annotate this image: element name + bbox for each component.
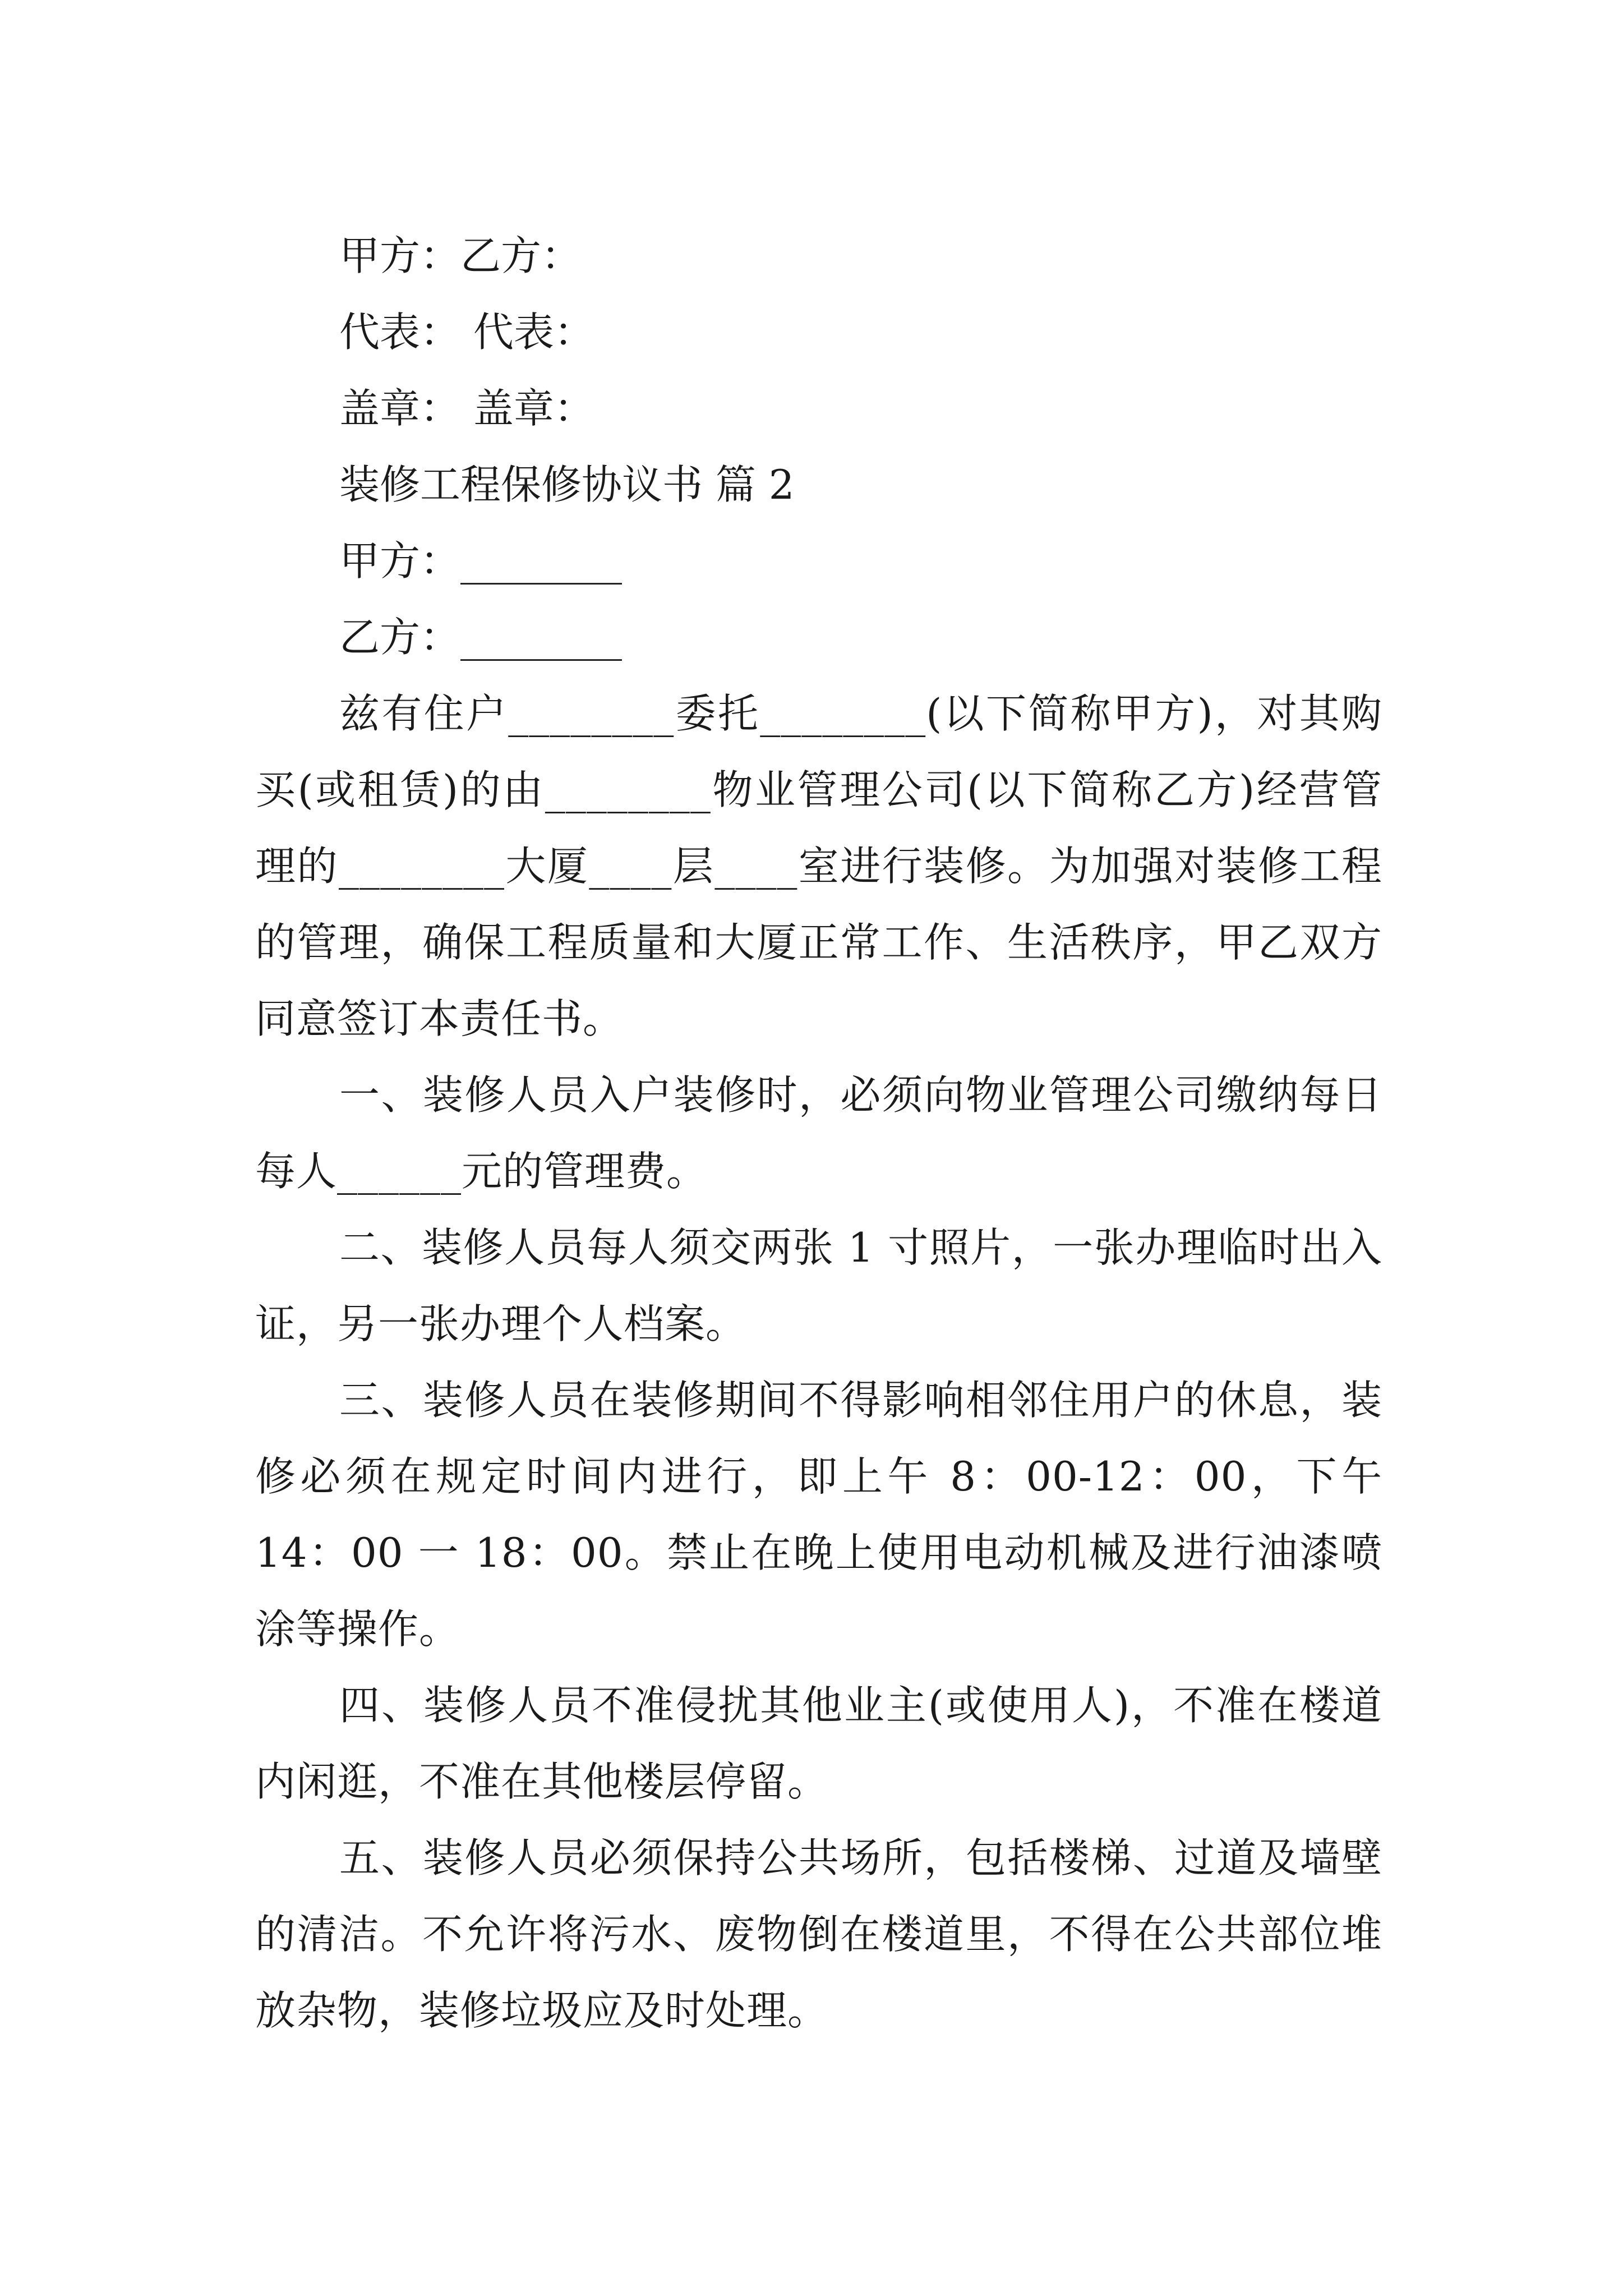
paragraph-clause-2: 二、装修人员每人须交两张 1 寸照片，一张办理临时出入证，另一张办理个人档案。: [255, 1224, 1382, 1347]
signature-party-line: 甲方：乙方：: [339, 232, 582, 279]
document-body: [255, 218, 1382, 2049]
signature-representative-line: 代表： 代表：: [339, 309, 594, 356]
signature-seal-line: 盖章： 盖章：: [339, 385, 594, 432]
section-title: 装修工程保修协议书 篇 2: [339, 461, 795, 508]
paragraph-intro: 兹有住户________委托________(以下简称甲方)，对其购买(或租赁)的由________物业管理公司(以下简称乙方)经营管理的________大厦____层____室进行装修。为加强对装修工程的管理，确保工程质量和大厦正常工作、生活秩序，甲乙双方同意签订本责任书。: [255, 690, 1382, 1042]
paragraph-clause-4: 四、装修人员不准侵扰其他业主(或使用人)，不准在楼道内闲逛，不准在其他楼层停留。: [255, 1682, 1382, 1805]
paragraph-clause-5: 五、装修人员必须保持公共场所，包括楼梯、过道及墙壁的清洁。不允许将污水、废物倒在楼道里，不得在公共部位堆放杂物，装修垃圾应及时处理。: [255, 1834, 1382, 2034]
party-b-line: 乙方：________: [339, 614, 623, 661]
paragraph-clause-1: 一、装修人员入户装修时，必须向物业管理公司缴纳每日每人______元的管理费。: [255, 1071, 1382, 1195]
party-a-line: 甲方：________: [339, 537, 623, 585]
paragraph-clause-3: 三、装修人员在装修期间不得影响相邻住用户的休息，装修必须在规定时间内进行，即上午 8：00-12：00，下午 14：00 一 18：00。禁止在晚上使用电动机械及进行油漆喷涂等操作。: [255, 1377, 1382, 1653]
